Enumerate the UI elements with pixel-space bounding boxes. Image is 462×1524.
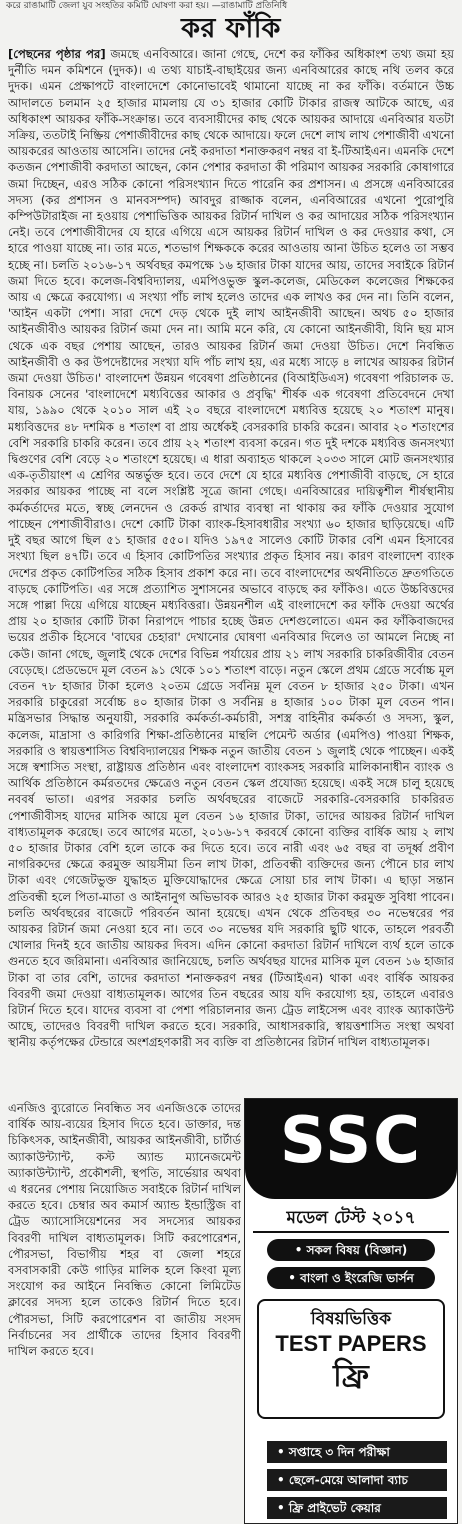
- article-body-left-column: [8, 1100, 241, 1524]
- previous-article-tail: করে রাঙামাটি জেলা যুব সংহতির কমিটি ঘোষণা করা হয়। —রাঙামাটি প্রতিনিধি: [6, 1, 288, 11]
- ssc-advertisement[interactable]: [244, 1098, 458, 1524]
- ssc-title: SSC: [279, 1104, 423, 1178]
- test-papers-box: [257, 1299, 445, 1419]
- ssc-banner: [245, 1099, 457, 1199]
- test-papers-label: TEST PAPERS: [275, 1331, 427, 1356]
- subject-based-label: বিষয়ভিত্তিক: [310, 1309, 392, 1329]
- free-label: ফ্রি: [333, 1359, 369, 1394]
- feature-private-care: • ফ্রি প্রাইভেট কেয়ার: [267, 1497, 447, 1519]
- continued-from-label: [পেছনের পৃষ্ঠার পর]: [8, 47, 106, 61]
- article-paragraph-left: এনজিও ব্যুরোতে নিবন্ধিত সব এনজিওকে তাদের বার্ষিক আয়-ব্যয়ের হিসাব দিতে হবে। ডাক্তার, দন্ত চিকিৎসক, আইনজীবী, আয়কর আইনজীবী, চার্টার্ড অ্যাকাউন্ট্যান্ট, কস্ট অ্যান্ড ম্যানেজমেন্ট অ্যাকাউন্ট্যান্ট, প্রকৌশলী, স্থপতি, সার্ভেয়ার অথবা এ ধরনের পেশায় নিয়োজিত সবাইকে রিটার্ন দাখিল করতে হবে। চেম্বার অব কমার্স অ্যান্ড ইন্ডাস্ট্রিজ বা ট্রেড অ্যাসোসিয়েশনের সব সদস্যের আয়কর বিবরণী দাখিল বাধ্যতামূলক। সিটি করপোরেশন, পৌরসভা, বিভাগীয় শহর বা জেলা শহরে বসবাসকারী কেউ গাড়ির মালিক হলে কিংবা মূল্য সংযোগ কর আইনে নিবন্ধিত কোনো লিমিটেড ক্লাবের সদস্য হলে তাকেও রিটার্ন দিতে হবে। পৌরসভা, সিটি করপোরেশন বা জাতীয় সংসদ নির্বাচনের সব প্রার্থীকে তাদের হিসাব বিবরণী দাখিল করতে হবে।: [8, 1101, 241, 1359]
- feature-separate-batch: • ছেলে-মেয়ে আলাদা ব্যাচ: [267, 1469, 447, 1491]
- all-subjects-pill: • সকল বিষয় (বিজ্ঞান): [267, 1239, 435, 1261]
- version-pill: • বাংলা ও ইংরেজি ভার্সন: [267, 1267, 435, 1289]
- article-body-text: জমছে এনবিআরে। জানা গেছে, দেশে কর ফাঁকির অধিকাংশ তথ্য জমা হয় দুর্নীতি দমন কমিশনে (দুদক)। এ তথ্য যাচাই-বাছাইয়ের জন্য এনবিআরের কাছে নথি তলব করে দুদক। এমন প্রেক্ষাপটে বাংলাদেশে কোনোভাবেই থামানো যাচ্ছে না কর ফাঁকি। বর্তমানে উচ্চ আদালতে চলমান ২৫ হাজার মামলায় যে ৩১ হাজার কোটি টাকার রাজস্ব আটকে আছে, এর অধিকাংশ আয়কর ফাঁকি-সংক্রান্ত। তবে ব্যবসায়ীদের কাছ থেকে আয়কর আদায়ে এনবিআর যতটা সক্রিয়, ততটাই নিষ্ক্রিয় পেশাজীবীদের কাছ থেকে আদায়ে। ফলে দেশে লাখ লাখ পেশাজীবী এখনো আয়করের আওতায় আসেনি। তাদের নেই করদাতা শনাক্তকরণ নম্বর বা ই-টিআইএন। এমনকি দেশে কতজন পেশাজীবী করদাতা আছেন, কোন পেশার করদাতা কী পরিমাণ আয়কর সরকারি কোষাগারে জমা দিচ্ছেন, এরও সঠিক কোনো পরিসংখ্যান দিতে পারেনি কর প্রশাসন। এ প্রসঙ্গে এনবিআরের সদস্য (কর প্রশাসন ও মানবসম্পদ) আবদুর রাজ্জাক বলেন, এনবিআরের এখনো পুরোপুরি কম্পিউটারাইজ না হওয়ায় পেশাভিত্তিক আয়কর রিটার্ন দাখিল ও কর আদায়ের সঠিক পরিসংখ্যান নেই। তবে পেশাজীবীদের যে হারে এগিয়ে এসে আয়কর রিটার্ন দাখিল ও কর দেওয়ার কথা, সে হারে পাওয়া যাচ্ছে না। তার মতে, শতভাগ শিক্ষককে করের আওতায় আনা উচিত হলেও তা সম্ভব হচ্ছে না। চলতি ২০১৬-১৭ অর্থবছর কমপক্ষে ১৬ হাজার টাকা যাদের আয়, তাদের সবাইকে রিটার্ন জমা দিতে হবে। কলেজ-বিশ্ববিদ্যালয়, এমপিওভুক্ত স্কুল-কলেজ, মেডিকেল কলেজের শিক্ষকের আয় এ ক্ষেত্রে করযোগ্য। এ সংখ্যা পাঁচ লাখ হলেও তাদের এক লাখও কর দেন না। তিনি বলেন, 'আইন একটা পেশা। সারা দেশে দেড় থেকে দুই লাখ আইনজীবী আছেন। অথচ ৫০ হাজার আইনজীবীও আয়কর রিটার্ন জমা দেন না। আমি মনে করি, যে কোনো আইনজীবী, যিনি ছয় মাস থেকে এক বছর পেশায় আছেন, তারও আয়কর রিটার্ন জমা দেওয়া উচিত। দেশে নিবন্ধিত আইনজীবী ও কর উপদেষ্টাদের সংখ্যা যদি পাঁচ লাখ হয়, এর মধ্যে সাড়ে ৪ লাখের আয়কর রিটার্ন জমা দেওয়া উচিত।' বাংলাদেশ উন্নয়ন গবেষণা প্রতিষ্ঠানের (বিআইডিএস) গবেষণা পরিচালক ড. বিনায়ক সেনের 'বাংলাদেশে মধ্যবিত্তের আকার ও প্রবৃদ্ধি' শীর্ষক এক গবেষণা প্রতিবেদনে দেখা যায়, ১৯৯০ থেকে ২০১০ সাল এই ২০ বছরে বাংলাদেশে মধ্যবিত্ত হয়েছে ২০ শতাংশ মানুষ। মধ্যবিত্তদের ৪৮ দশমিক ৪ শতাংশ বা প্রায় অর্ধেকই বেসরকারি চাকরি করেন। আবার ২০ শতাংশের বেশি সরকারি চাকরি করেন। তবে প্রায় ২২ শতাংশ ব্যবসা করেন। গত দুই দশকে মধ্যবিত্ত জনসংখ্যা দ্বিগুণের বেশি বেড়ে ২০ শতাংশে হয়েছে। এ ধারা অব্যাহত থাকলে ২০৩৩ সালে মোট জনসংখ্যার এক-তৃতীয়াংশ এ শ্রেণির অন্তর্ভুক্ত হবে। তবে দেশে যে হারে মধ্যবিত্ত পেশাজীবী বাড়ছে, সে হারে সরকার আয়কর পাচ্ছে না বলে সংশ্লিষ্ট সূত্রে জানা গেছে। এনবিআরের দায়িত্বশীল শীর্ষস্থানীয় কর্মকর্তাদের মতে, স্বচ্ছ লেনদেন ও রেকর্ড রাখার ব্যবস্থা না থাকায় কর ফাঁকি দেওয়ার সুযোগ পাচ্ছেন পেশাজীবীরাও। দেশে কোটি টাকা ব্যাংক-হিসাবধারীর সংখ্যা ৬০ হাজার ছাড়িয়েছে। এটি দুই বছর আগে ছিল ৫১ হাজার ৫৫০। যদিও ১৯৭৫ সালেও কোটি টাকার বেশি এমন হিসাবের সংখ্যা ছিল ৪৭টি। তবে এ হিসাব কোটিপতির সংখ্যার প্রকৃত হিসাব নয়। কারণ বাংলাদেশ ব্যাংক দেশের প্রকৃত কোটিপতির সঠিক হিসাব প্রকাশ করে না। তবে বাংলাদেশের অর্থনীতিতে দ্রুতগতিতে বাড়ছে কোটিপতি। এর সঙ্গে প্রত্যাশিত সুশাসনের অভাবে বাড়ছে কর ফাঁকিও। এতে উচ্চবিত্তদের সঙ্গে পাল্লা দিয়ে এগিয়ে যাচ্ছেন মধ্যবিত্তরা। উন্নয়নশীল এই বাংলাদেশে কর ফাঁকি দেওয়া অর্থের প্রায় ২০ হাজার কোটি টাকা নিরাপদে পাচার হচ্ছে উন্নত দেশগুলোতে। এমন কর ফাঁকিবাজদের ভয়ের প্রতীক হিসেবে 'বাঘের চেহারা' দেখানোর ঘোষণা এনবিআর দিলেও তা আমলে নিচ্ছে না কেউ। জানা গেছে, জুলাই থেকে দেশের বিভিন্ন পর্যায়ের প্রায় ২১ লাখ সরকারি চাকরিজীবীর বেতন বেড়েছে। প্রেডভেদে মূল বেতন ৯১ থেকে ১০১ শতাংশ বাড়ে। নতুন স্কেলে প্রথম গ্রেডে সর্বোচ্চ মূল বেতন ৭৮ হাজার টাকা হলেও ২০তম গ্রেডে সর্বনিম্ন মূল বেতন ৮ হাজার ২৫০ টাকা। এখন সরকারি চাকুরেরা সর্বোচ্চ ৪০ হাজার টাকা ও সর্বনিম্ন ৪ হাজার ১০০ টাকা মূল বেতন পান। মন্ত্রিসভার সিদ্ধান্ত অনুযায়ী, সরকারি কর্মকর্তা-কর্মচারী, সশস্ত্র বাহিনীর কর্মকর্তা ও সদস্য, স্কুল, কলেজ, মাদ্রাসা ও কারিগরি শিক্ষা-প্রতিষ্ঠানের মান্থলি পেমেন্ট অর্ডার (এমপিও) পাওয়া শিক্ষক, সরকারি ও স্বায়ত্তশাসিত বিশ্ববিদ্যালয়ের শিক্ষক নতুন জাতীয় বেতন ১ জুলাই থেকে পাচ্ছেন। একই সঙ্গে স্বশাসিত সংস্থা, রাষ্ট্রায়ত্ত প্রতিষ্ঠান এবং বাংলাদেশ ব্যাংকসহ সরকারি মালিকানাধীন ব্যাংক ও আর্থিক প্রতিষ্ঠানে কর্মরতদের ক্ষেত্রেও নতুন বেতন স্কেল প্রযোজ্য হয়েছে। একই সঙ্গে চালু হয়েছে নববর্ষ ভাতা। এরপর সরকার চলতি অর্থবছরের বাজেটে সরকারি-বেসরকারি চাকরিরত পেশাজীবীসহ যাদের মাসিক আয়ে মূল বেতন ১৬ হাজার টাকা, তাদের আয়কর রিটার্ন দাখিল বাধ্যতামূলক করেছে। তবে আগের মতো, ২০১৬-১৭ করবর্ষে কোনো ব্যক্তির বার্ষিক আয় ২ লাখ ৫০ হাজার টাকার বেশি হলে তাকে কর দিতে হবে। তবে নারী এবং ৬৫ বছর বা তদূর্ধ্ব প্রবীণ নাগরিকদের ক্ষেত্রে করমুক্ত আয়সীমা তিন লাখ টাকা, প্রতিবন্ধী ব্যক্তিদের জন্য পৌনে চার লাখ টাকা এবং গেজেটভুক্ত যুদ্ধাহত মুক্তিযোদ্ধাদের ক্ষেত্রে সোয়া চার লাখ টাকা। এ ছাড়া সন্তান প্রতিবন্ধী হলে পিতা-মাতা ও আইনানুগ অভিভাবক আরও ২৫ হাজার টাকা করমুক্ত সুবিধা পাবেন। চলতি অর্থবছরের বাজেটে পরিবর্তন আনা হয়েছে। এখন থেকে প্রতিবছর ৩০ নভেম্বরের পর আয়কর রিটার্ন জমা নেওয়া হবে না। তবে ৩০ নভেম্বর যদি সরকারি ছুটি থাকে, তাহলে পরবর্তী খোলার দিনই হবে জাতীয় আয়কর দিবস। এদিন কোনো করদাতা রিটার্ন দাখিলে ব্যর্থ হলে তাকে গুনতে হবে জরিমানা। এনবিআর জানিয়েছে, চলতি অর্থবছর যাদের মাসিক মূল বেতন ১৬ হাজার টাকা বা তার বেশি, তাদের করদাতা শনাক্তকরণ নম্বর (টিআইএন) থাকা এবং বার্ষিক আয়কর বিবরণী জমা দেওয়া বাধ্যতামূলক। আগের তিন বছরের আয় যদি করযোগ্য হয়, তাহলে এবারও রিটার্ন দিতে হবে। যাদের ব্যবসা বা পেশা পরিচালনার জন্য ট্রেড লাইসেন্স এবং ব্যাংক অ্যাকাউন্ট আছে, তাদেরও বিবরণী দাখিল করতে হবে। সরকারি, আধাসরকারি, স্বায়ত্তশাসিত সংস্থা অথবা স্থানীয় কর্তৃপক্ষের টেন্ডারে অংশগ্রহণকারী সব ব্যক্তি বা প্রতিষ্ঠানের রিটার্ন দাখিল বাধ্যতামূলক।: [8, 47, 454, 1050]
- model-test-title: মডেল টেস্ট ২০১৭: [253, 1207, 449, 1233]
- article-paragraph: [8, 46, 454, 1051]
- feature-exams-weekly: • সপ্তাহে ৩ দিন পরীক্ষা: [267, 1441, 447, 1463]
- article-body-full-width: [8, 46, 454, 1098]
- article-headline: কর ফাঁকি: [181, 13, 281, 44]
